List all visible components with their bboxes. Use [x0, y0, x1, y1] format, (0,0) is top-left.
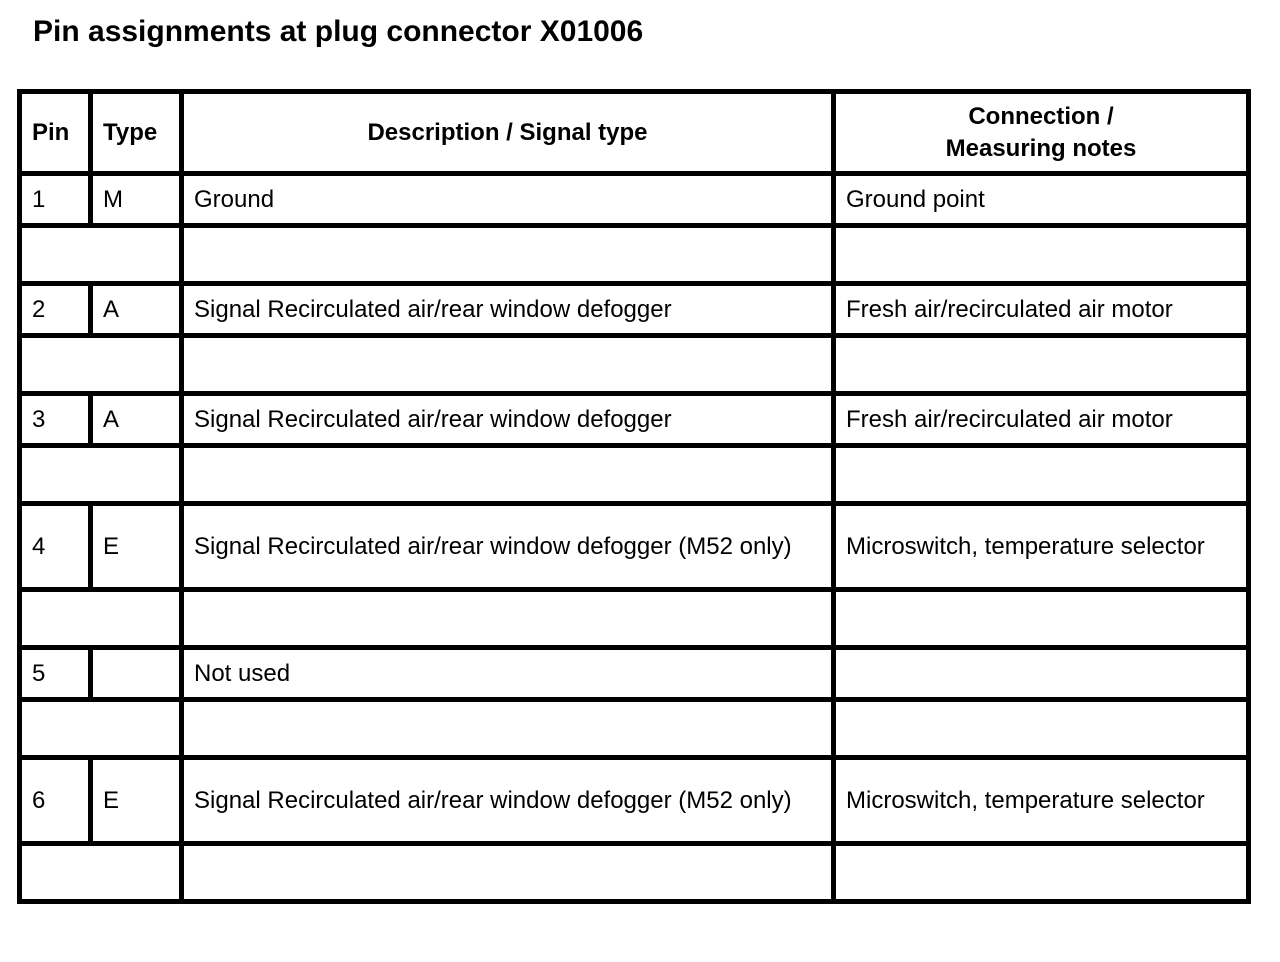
cell-connection: Fresh air/recirculated air motor — [834, 284, 1249, 336]
header-pin: Pin — [20, 92, 91, 174]
header-connection-line1: Connection / — [968, 102, 1114, 130]
spacer-row — [20, 590, 1249, 648]
spacer-cell — [20, 336, 182, 394]
cell-description: Ground — [182, 174, 834, 226]
cell-type: E — [91, 758, 182, 844]
cell-description: Signal Recirculated air/rear window defogger (M52 only) — [182, 758, 834, 844]
spacer-cell — [182, 336, 834, 394]
cell-description: Signal Recirculated air/rear window defogger — [182, 394, 834, 446]
table-row — [20, 174, 1249, 226]
table-row — [20, 284, 1249, 336]
spacer-row — [20, 446, 1249, 504]
spacer-cell — [182, 590, 834, 648]
spacer-cell — [20, 446, 182, 504]
cell-description: Signal Recirculated air/rear window defogger — [182, 284, 834, 336]
spacer-cell — [20, 700, 182, 758]
spacer-cell — [20, 226, 182, 284]
spacer-cell — [20, 590, 182, 648]
cell-type: E — [91, 504, 182, 590]
table-row — [20, 504, 1249, 590]
cell-pin: 1 — [20, 174, 91, 226]
spacer-cell — [20, 844, 182, 902]
spacer-cell — [834, 590, 1249, 648]
spacer-row — [20, 226, 1249, 284]
spacer-row — [20, 700, 1249, 758]
spacer-cell — [834, 226, 1249, 284]
cell-connection — [834, 648, 1249, 700]
table-row — [20, 758, 1249, 844]
cell-pin: 5 — [20, 648, 91, 700]
cell-type — [91, 648, 182, 700]
table-header-row — [20, 92, 1249, 174]
header-connection — [834, 92, 1249, 174]
pin-assignment-table — [17, 89, 1251, 904]
spacer-row — [20, 336, 1249, 394]
header-description: Description / Signal type — [182, 92, 834, 174]
cell-type: M — [91, 174, 182, 226]
cell-pin: 6 — [20, 758, 91, 844]
table-row — [20, 394, 1249, 446]
spacer-cell — [182, 700, 834, 758]
table-row — [20, 648, 1249, 700]
cell-connection: Microswitch, temperature selector — [834, 504, 1249, 590]
cell-description: Not used — [182, 648, 834, 700]
spacer-cell — [834, 336, 1249, 394]
cell-connection: Fresh air/recirculated air motor — [834, 394, 1249, 446]
spacer-cell — [182, 226, 834, 284]
header-type: Type — [91, 92, 182, 174]
cell-connection: Ground point — [834, 174, 1249, 226]
spacer-cell — [182, 844, 834, 902]
page-title: Pin assignments at plug connector X01006 — [33, 15, 644, 48]
cell-type: A — [91, 394, 182, 446]
cell-pin: 2 — [20, 284, 91, 336]
header-connection-line2: Measuring notes — [945, 134, 1137, 162]
spacer-cell — [834, 700, 1249, 758]
spacer-cell — [834, 446, 1249, 504]
cell-pin: 3 — [20, 394, 91, 446]
cell-description: Signal Recirculated air/rear window defogger (M52 only) — [182, 504, 834, 590]
spacer-cell — [182, 446, 834, 504]
spacer-row — [20, 844, 1249, 902]
cell-pin: 4 — [20, 504, 91, 590]
spacer-cell — [834, 844, 1249, 902]
cell-connection: Microswitch, temperature selector — [834, 758, 1249, 844]
cell-type: A — [91, 284, 182, 336]
